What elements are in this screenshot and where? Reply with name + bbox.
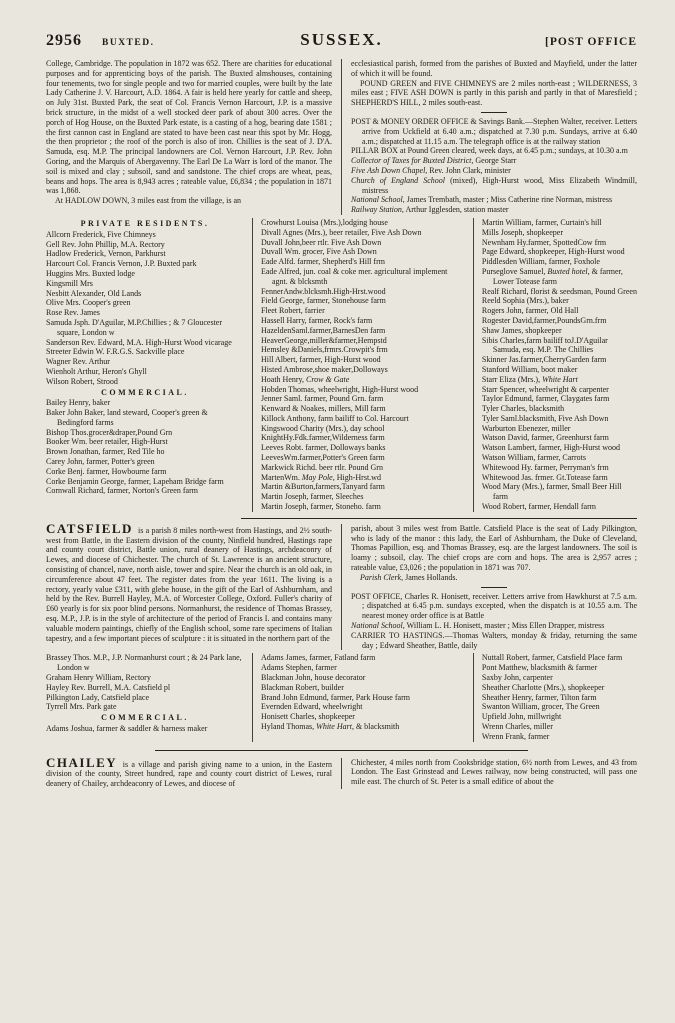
list-item: Wilson Robert, Strood: [46, 376, 118, 386]
list-item: Killock Anthony, farm bailiff to Col. Harcourt: [260, 413, 409, 423]
catsfield-left-column: [46, 520, 341, 651]
buxted-right-column: [341, 59, 637, 215]
italic-text: National School: [351, 195, 403, 205]
list-item: Pont Matthew, blacksmith & farmer: [481, 663, 598, 673]
buxted-listing-column-3: [473, 218, 637, 512]
catsfield-listing-column-1: [46, 653, 244, 741]
buxted-listing-column-2: [252, 218, 465, 512]
list-item: Bailey Henry, baker: [46, 398, 111, 408]
list-item: Hassell Harry, farmer, Rock's farm: [260, 315, 373, 325]
list-item: Jenner Saml. farmer, Pound Grn. farm: [260, 394, 384, 404]
list-item: Bishop Thos.grocer&draper,Pound Grn: [46, 427, 173, 437]
list-item: Nesbitt Alexander, Old Lands: [46, 288, 142, 298]
italic-text: Five Ash Down Chapel: [351, 165, 426, 175]
list-item: Purseglove Samuel, Buxted hotel, & farmer, Lower Totease farm: [481, 266, 623, 286]
list-item: Shaw James, shopkeeper: [481, 325, 562, 335]
list-item: Sibis Charles,farm bailiff toJ.D'Aguilar Samuda, esq. M.P. The Chillies: [481, 335, 608, 355]
list-item: Hadlow Frederick, Vernon, Parkhurst: [46, 249, 166, 259]
list-item: Martin &Burton,farmers,Tanyard farm: [260, 482, 385, 492]
paragraph: parish, about 3 miles west from Battle. Catsfield Place is the seat of Lady Pilkington, who is lady of the manor : this lady, the Earl of Ashburnham, the Duke of Cleveland, Thomas Papillion, esq. and Thomas Brassey, esq. are the largest landowners. The soil is loamy ; subsoil, clay. The chief crops are corn and hops. The area is 2,957 acres ; rateable value, £3,026 ; the population in 1871 was 707.: [351, 523, 637, 573]
list-item: Saxby John, carpenter: [481, 673, 553, 683]
list-item: Corke Benjamin George, farmer, Lapeham Bridge farm: [46, 476, 224, 486]
list-item: Whitewood Hy. farmer, Perryman's frm: [481, 462, 609, 472]
paragraph: CHAILEY is a village and parish giving name to a union, in the Eastern division of the county, Street hundred, rape and county court district of Lewes, rural deanery of Chailey, archdeaconry of Lewes, and diocese of: [46, 754, 332, 789]
italic-text: National School: [351, 621, 403, 631]
list-item: Whitewood Jas. frmer. Gt.Totease farm: [481, 472, 608, 482]
masthead-left: [46, 32, 300, 50]
list-item: Reeld Sophia (Mrs.), baker: [481, 296, 569, 306]
paragraph: PILLAR BOX at Pound Green cleared, week days, at 6.45 p.m.; sundays, at 10.30 a.m: [351, 146, 628, 156]
running-head-place: BUXTED.: [102, 38, 155, 48]
list-item: Graham Henry William, Rectory: [46, 673, 151, 683]
list-item: Warburton Ebenezer, miller: [481, 423, 571, 433]
paragraph: POUND GREEN and FIVE CHIMNEYS are 2 miles north-east ; WILDERNESS, 3 miles east ; FIVE ASH DOWN is partly in this parish and partly in that of Maresfield ; SHEPHERD'S HILL, 2 miles south-east.: [351, 78, 637, 108]
list-item: Starr Eliza (Mrs.), White Hart: [481, 374, 578, 384]
list-item: Kingswood Charity (Mrs.), day school: [260, 423, 385, 433]
list-item: Duvall John,beer rtlr. Five Ash Down: [260, 237, 382, 247]
chailey-right-column: [341, 758, 637, 789]
italic-text: Collector of Taxes for Buxted District: [351, 156, 472, 166]
list-item: Baker John Baker, land steward, Cooper's green & Bedingford farms: [46, 408, 208, 427]
list-item: Gell Rev. John Phillip, M.A. Rectory: [46, 239, 165, 249]
dash-separator: [481, 112, 507, 113]
list-item: Wagner Rev. Arthur: [46, 357, 110, 367]
italic-text: Crow & Gate: [306, 374, 350, 384]
list-item: Sheather Henry, farmer, Tilton farm: [481, 692, 597, 702]
list-item: Starr Spencer, wheelwright & carpenter: [481, 384, 609, 394]
catsfield-right-column: [341, 524, 637, 651]
list-item: Divall Agnes (Mrs.), beer retailer, Five Ash Down: [260, 227, 422, 237]
list-item: Adams James, farmer, Fatland farm: [260, 653, 376, 663]
chailey-description-section: [46, 754, 637, 789]
catsfield-description-section: [46, 520, 637, 651]
section-lead-word: CATSFIELD: [46, 520, 138, 536]
list-item: Evernden Edward, wheelwright: [260, 702, 363, 712]
list-item: Hyland Thomas, White Hart, & blacksmith: [260, 722, 400, 731]
list-item: Kenward & Noakes, millers, Mill farm: [260, 404, 386, 414]
list-item: Carey John, farmer, Potter's green: [46, 457, 155, 467]
catsfield-directory-listings: [46, 653, 637, 741]
list-item: Duvall Wm. grocer, Five Ash Down: [260, 247, 377, 257]
list-item: Corke Benj. farmer, Howbourne farm: [46, 466, 167, 476]
county-title: SUSSEX.: [300, 30, 383, 49]
paragraph: POST OFFICE, Charles R. Honisett, receiver. Letters arrive from Hawkhurst at 7.5 a.m. ; dispatched at 6.45 p.m. sundays excepted, when the dispatch is at 10.55 a.m. The nearest money order office is at Battle: [351, 591, 637, 621]
paragraph: At HADLOW DOWN, 3 miles east from the village, is an: [55, 196, 242, 206]
list-item: Pilkington Lady, Catsfield place: [46, 692, 150, 702]
masthead: [46, 30, 637, 50]
paragraph: Collector of Taxes for Buxted District, George Starr: [351, 156, 517, 166]
list-item: Sheather Charlotte (Mrs.), shopkeeper: [481, 682, 605, 692]
list-item: Hill Albert, farmer, High-Hurst wood: [260, 355, 381, 365]
list-item: Wood Robert, farmer, Hendall farm: [481, 502, 596, 512]
paragraph: CATSFIELD is a parish 8 miles north-west from Hastings, and 2½ south-west from Battle, in the Eastern division of the county, Ninfield hundred, Hastings rape and county court district, Battle union, rural deanery of Hastings, archdeaconry of Lewes, and diocese of Chichester. The church of St. Lawrence is an ancient structure, consisting of chancel, nave, north aisle, tower and spire. Near the church is an old oak, in circumference about 47 feet. The register dates from the year 1611. The living is a rectory, yearly value £311, with glebe house, in the gift of the Earl of Ashburnham, and held by the Rev. Burrell Hayley, M.A. of Worcester College, Oxford. Fuller's charity of £60 yearly is for six poor blind persons. Normanhurst, the residence of Thomas Brassey, esq. M.P., J.P. is in the style of architecture of the period of Francis I. and contains many valuable modern paintings, chiefly of the English school, some rare specimens of Italian tapestry, and a few important pieces of sculpture : it is situated in the northern part of the: [46, 520, 332, 643]
list-item: Hobden Thomas, wheelwright, High-Hurst wood: [260, 384, 419, 394]
list-item: Eade Alfd. farmer, Shepherd's Hill frm: [260, 257, 385, 267]
running-head-directory: [POST OFFICE: [545, 36, 637, 48]
list-item: Harcourt Col. Francis Vernon, J.P. Buxted park: [46, 259, 197, 269]
section-lead-word: CHAILEY: [46, 754, 123, 770]
list-item: Booker Wm. beer retailer, High-Hurst: [46, 437, 168, 447]
list-item: Huggins Mrs. Buxted lodge: [46, 268, 135, 278]
catsfield-listing-column-2: [252, 653, 465, 741]
chailey-left-column: [46, 754, 341, 789]
section-divider: [241, 518, 637, 519]
list-item: Wienholt Arthur, Heron's Ghyll: [46, 366, 147, 376]
paragraph: College, Cambridge. The population in 1872 was 652. There are charities for educational purposes and for apprenticing boys of the parish. The Buxted almshouses, containing four tenements, two for single people and two for married couples, were built by the late Lady Catherine J. V. Harcourt, A.D. 1864. A fair is held here yearly for cattle and sheep, on July 31st. Buxted Park, the seat of Col. Francis Vernon Harcourt, J.P. is a massive brick structure, in the midst of a well stocked deer park of about 300 acres. Over the porch of Hog House, on the Buxted Park estate, is a casting of a hog, bearing date 1581 ; the first cannon cast in England are stated to have been cast near this spot by Mr. Hogg, the then proprietor ; the roof of the porch is also of iron. Chillies is the seat of J. D'A. Samuda, esq. M.P. The principal landowners are Col. Vernon Harcourt, J.P. Rev. John Goring, and the Marquis of Abergavenny. The Earl De La Warr is lord of the manor. The soil is mixed and clay ; subsoil, sand and sandstone. The chief crops are wheat, peas, beans and hops. The area is 8,943 acres ; rateable value, £6,834 ; the population in 1871 was 1,868.: [46, 59, 332, 196]
list-item: Brassey Thos. M.P., J.P. Normanhurst court ; & 24 Park lane, London w: [46, 653, 242, 673]
list-item: Upfield John, millwright: [481, 712, 562, 722]
list-item: Wrenn Frank, farmer: [481, 731, 550, 741]
list-item: Markwick Richd. beer rtlr. Pound Grn: [260, 462, 383, 472]
list-item: Hayley Rev. Burrell, M.A. Catsfield pl: [46, 682, 171, 692]
list-item: Tyrrell Mrs. Park gate: [46, 702, 117, 712]
list-item: Fleet Robert, farrier: [260, 306, 325, 316]
paragraph: Railway Station, Arthur Igglesden, station master: [351, 205, 509, 215]
list-item: Honisett Charles, shopkeeper: [260, 712, 355, 722]
list-item: Olive Mrs. Cooper's green: [46, 298, 131, 308]
list-item: Martin William, farmer, Curtain's hill: [481, 217, 602, 227]
list-item: Rose Rev. James: [46, 308, 100, 318]
list-item: Adams Stephen, farmer: [260, 663, 337, 673]
paragraph: National School, William L. H. Honisett, master ; Miss Ellen Drapper, mistress: [351, 621, 605, 631]
list-item: Tyler Charles, blacksmith: [481, 404, 565, 414]
list-item: Crowhurst Louisa (Mrs.),lodging house: [260, 217, 388, 227]
column-heading: COMMERCIAL.: [101, 387, 189, 397]
paragraph: Five Ash Down Chapel, Rev. John Clark, minister: [351, 165, 511, 175]
list-item: Cornwall Richard, farmer, Norton's Green farm: [46, 486, 198, 496]
list-item: Tyler Saml.blacksmith, Five Ash Down: [481, 413, 609, 423]
list-item: Martin Joseph, farmer, Stoneho. farm: [260, 502, 381, 512]
list-item: Nuttall Robert, farmer, Catsfield Place farm: [481, 653, 623, 663]
list-item: Eade Alfred, jun. coal & coke mer. agricultural implement agnt. & blcksmth: [260, 266, 448, 286]
italic-text: White Hart: [316, 722, 352, 731]
paragraph: Chichester, 4 miles north from Cooksbridge station, 6½ north from Lewes, and 43 from London. The East Grinstead and Lewes railway, now being constructed, will pass one mile east. The church of St. Peter is a small edifice of about the: [351, 757, 637, 787]
column-heading: PRIVATE RESIDENTS.: [80, 218, 210, 228]
page-number: 2956: [46, 32, 82, 49]
italic-text: White Hart: [542, 374, 578, 384]
list-item: Swanton William, grocer, The Green: [481, 702, 600, 712]
list-item: Piddlesden William, farmer, Foxhole: [481, 257, 600, 267]
list-item: Blackman Robert, builder: [260, 682, 344, 692]
list-item: Streeter Edwin W. F.R.G.S. Sackville place: [46, 347, 185, 357]
list-item: Brown Jonathan, farmer, Red Tile ho: [46, 447, 165, 457]
buxted-description-section: [46, 59, 637, 215]
list-item: MartenWm. May Pole, High-Hrst.wd: [260, 472, 381, 482]
dash-separator: [481, 587, 507, 588]
list-item: Page Edward, shopkeeper, High-Hurst wood: [481, 247, 625, 257]
paragraph: ecclesiastical parish, formed from the parishes of Buxted and Mayfield, under the latter of which it will be found.: [351, 59, 637, 78]
italic-text: Church of England School: [351, 175, 446, 185]
list-item: Hoath Henry, Crow & Gate: [260, 374, 350, 384]
list-item: Wood Mary (Mrs.), farmer, Small Beer Hill farm: [481, 482, 622, 502]
italic-text: Buxted hotel: [547, 266, 588, 276]
paragraph: Parish Clerk, James Hollands.: [360, 572, 458, 582]
list-item: Realf Richard, florist & seedsman, Pound Green: [481, 286, 637, 296]
list-item: Stanford William, boot maker: [481, 364, 578, 374]
list-item: Samuda Jsph. D'Aguilar, M.P.Chillies ; & 7 Gloucester square, London w: [46, 317, 222, 337]
list-item: Watson William, farmer, Carrots: [481, 453, 586, 463]
italic-text: May Pole: [301, 472, 333, 482]
list-item: Watson David, farmer, Greenhurst farm: [481, 433, 609, 443]
catsfield-listing-column-3: [473, 653, 637, 741]
paragraph: CARRIER TO HASTINGS.—Thomas Walters, monday & friday, returning the same day ; Edward Sheather, Battle, daily: [351, 630, 637, 650]
buxted-directory-listings: [46, 218, 637, 512]
list-item: FennerAndw.blcksmh.High-Hrst.wood: [260, 286, 386, 296]
list-item: Rogester David,farmer,PoundsGrn.frm: [481, 315, 607, 325]
list-item: Sanderson Rev. Edward, M.A. High-Hurst Wood vicarage: [46, 337, 232, 347]
section-divider: [155, 750, 527, 751]
buxted-listing-column-1: [46, 218, 244, 512]
column-heading: COMMERCIAL.: [101, 713, 189, 723]
list-item: Adams Joshua, farmer & saddler & harness maker: [46, 724, 208, 733]
list-item: Skinner Jas.farmer,CherryGarden farm: [481, 355, 607, 365]
list-item: HazeldenSaml.farmer,BarnesDen farm: [260, 325, 386, 335]
list-item: Leeves Robt. farmer, Dolloways banks: [260, 443, 386, 453]
list-item: Field George, farmer, Stonehouse farm: [260, 296, 386, 306]
list-item: Histed Ambrose,shoe maker,Dolloways: [260, 364, 388, 374]
list-item: Taylor Edmund, farmer, Claygates farm: [481, 394, 610, 404]
list-item: KnightHy.Fdk.farmer,Wilderness farm: [260, 433, 385, 443]
buxted-left-column: [46, 59, 341, 215]
italic-text: Railway Station: [351, 205, 402, 215]
list-item: Brand John Edmund, farmer, Park House farm: [260, 692, 410, 702]
list-item: Wrenn Charles, miller: [481, 722, 553, 731]
list-item: Martin Joseph, farmer, Sleeches: [260, 492, 364, 502]
list-item: Newnham Hy.farmer, SpottedCow frm: [481, 237, 607, 247]
list-item: Kingsmill Mrs: [46, 278, 93, 288]
list-item: Watson Lambert, farmer, High-Hurst wood: [481, 443, 620, 453]
list-item: Mills Joseph, shopkeeper: [481, 227, 563, 237]
list-item: HeaverGeorge,miller&farmer,Hempstd: [260, 335, 387, 345]
paragraph: National School, James Trembath, master ; Miss Catherine rine Norman, mistress: [351, 195, 613, 205]
italic-text: Parish Clerk: [360, 572, 402, 582]
list-item: Rogers John, farmer, Old Hall: [481, 306, 579, 316]
paragraph: POST & MONEY ORDER OFFICE & Savings Bank.—Stephen Walter, receiver. Letters arrive from Uckfield at 6.40 a.m.; dispatched at 7.30 p.m. Sundays, arrive at 6.40 a.m.; dispatched at 11.15 a.m. The telegraph office is at the railway station: [351, 116, 637, 146]
list-item: Allcorn Frederick, Five Chimneys: [46, 229, 156, 239]
list-item: Hemsley &Daniels,frmrs.Crowpit's frm: [260, 345, 388, 355]
list-item: Blackman John, house decorator: [260, 673, 366, 683]
list-item: LeevesWm.farmer,Potter's Green farm: [260, 453, 385, 463]
paragraph: Church of England School (mixed), High-Hurst wood, Miss Elizabeth Windmill, mistress: [351, 175, 638, 195]
